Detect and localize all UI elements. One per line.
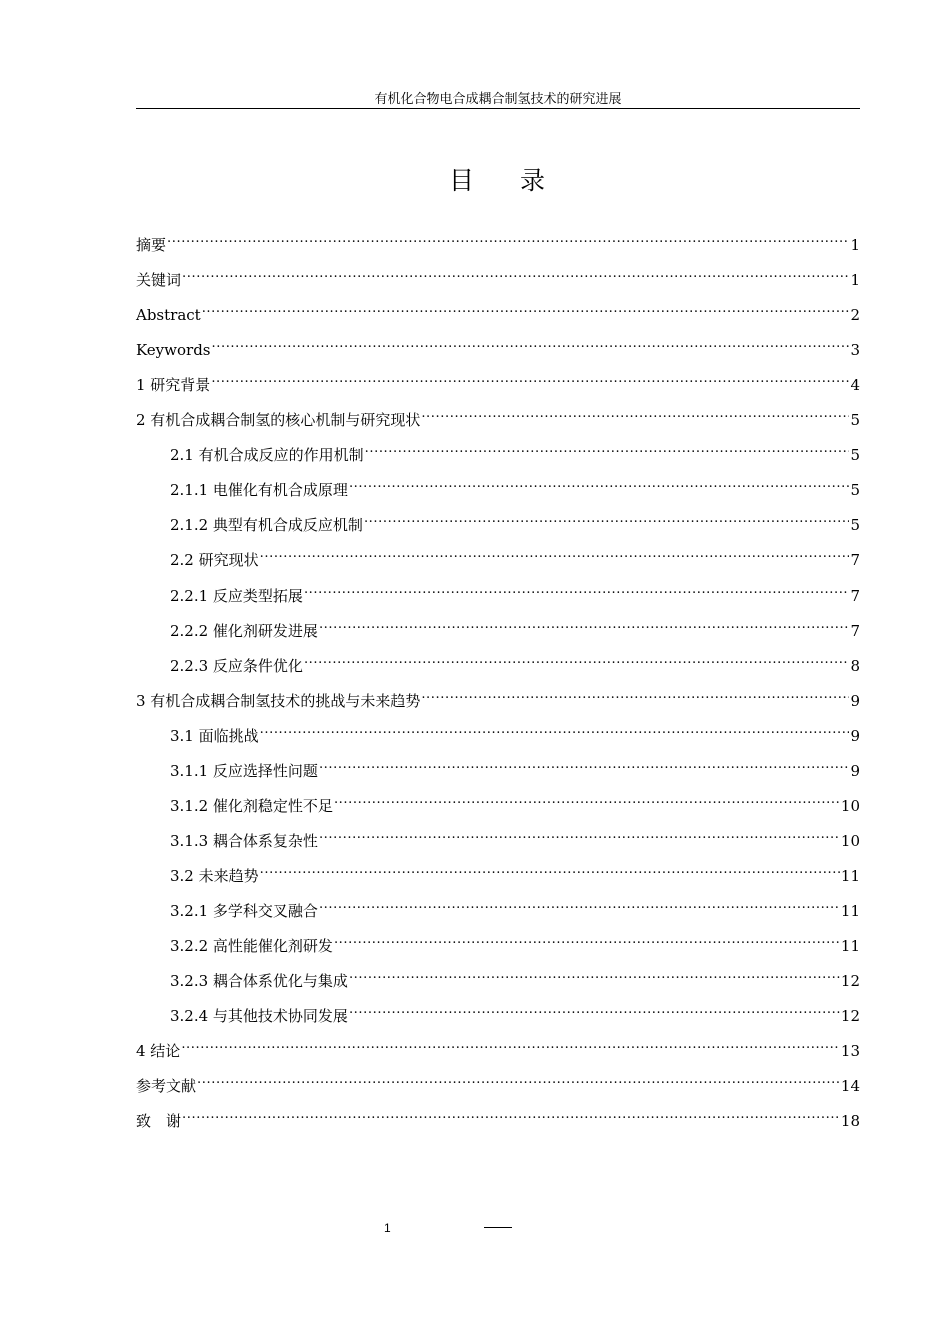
toc-dot-leader bbox=[182, 1104, 840, 1126]
toc-entry-page: 9 bbox=[850, 761, 860, 780]
toc-entry[interactable] bbox=[170, 964, 860, 991]
toc-dot-leader bbox=[211, 368, 849, 390]
toc-entry[interactable] bbox=[170, 789, 860, 815]
toc-entry[interactable] bbox=[136, 228, 860, 254]
toc-entry[interactable] bbox=[170, 754, 860, 780]
toc-entry[interactable] bbox=[170, 543, 860, 570]
toc-dot-leader bbox=[319, 894, 840, 916]
toc-entry[interactable] bbox=[136, 1069, 860, 1096]
toc-entry-page: 18 bbox=[840, 1112, 860, 1131]
toc-entry-label: 4 结论 bbox=[136, 1042, 181, 1061]
toc-entry-label: 参考文献 bbox=[136, 1077, 197, 1096]
toc-entry-page: 5 bbox=[850, 446, 860, 465]
toc-entry-page: 12 bbox=[840, 1007, 860, 1026]
toc-dot-leader bbox=[212, 333, 850, 355]
toc-entry-label: Keywords bbox=[136, 341, 211, 360]
toc-entry-page: 5 bbox=[850, 516, 860, 535]
toc-entry-page: 9 bbox=[850, 691, 860, 710]
toc-entry[interactable] bbox=[170, 929, 860, 955]
toc-entry[interactable] bbox=[136, 263, 860, 290]
toc-entry-label: 3.1.3 耦合体系复杂性 bbox=[170, 831, 318, 850]
toc-title-right: 录 bbox=[520, 166, 548, 195]
toc-entry[interactable] bbox=[136, 684, 860, 710]
toc-dot-leader bbox=[365, 438, 850, 460]
toc-entry-page: 1 bbox=[850, 271, 860, 290]
toc-entry-label: Abstract bbox=[136, 306, 201, 325]
toc-dot-leader bbox=[421, 403, 849, 425]
toc-entry-label: 2.2 研究现状 bbox=[170, 551, 259, 570]
toc-entry[interactable] bbox=[136, 298, 860, 325]
toc-entry-label: 3.2.4 与其他技术协同发展 bbox=[170, 1007, 348, 1026]
toc-dot-leader bbox=[364, 508, 850, 530]
toc-entry-page: 8 bbox=[850, 656, 860, 675]
toc-entry-page: 12 bbox=[840, 972, 860, 991]
toc-entry-page: 1 bbox=[850, 236, 860, 254]
toc-entry[interactable] bbox=[170, 508, 860, 535]
toc-entry-page: 7 bbox=[850, 621, 860, 640]
toc-entry-label: 2.1.2 典型有机合成反应机制 bbox=[170, 516, 363, 535]
toc-dot-leader bbox=[182, 263, 849, 285]
toc-dot-leader bbox=[304, 579, 850, 601]
toc-entry[interactable] bbox=[170, 824, 860, 850]
header-rule bbox=[136, 108, 860, 109]
toc-entry-page: 9 bbox=[850, 726, 860, 745]
toc-entry[interactable] bbox=[136, 403, 860, 430]
toc-title bbox=[0, 166, 950, 196]
toc-entry-label: 3.1.2 催化剂稳定性不足 bbox=[170, 796, 333, 815]
toc-entry-page: 4 bbox=[850, 376, 860, 395]
toc-dot-leader bbox=[304, 649, 850, 671]
toc-entry-label: 3 有机合成耦合制氢技术的挑战与未来趋势 bbox=[136, 691, 421, 710]
toc-entry[interactable] bbox=[136, 368, 860, 395]
running-header: 有机化合物电合成耦合制氢技术的研究进展 bbox=[374, 92, 622, 107]
toc-title-left: 目 bbox=[448, 166, 476, 195]
toc-entry[interactable] bbox=[136, 333, 860, 360]
toc-entry[interactable] bbox=[170, 719, 860, 745]
toc-entry-label: 3.2.1 多学科交叉融合 bbox=[170, 901, 318, 920]
toc-entry-label: 致 谢 bbox=[136, 1112, 182, 1131]
toc-dot-leader bbox=[349, 473, 850, 495]
toc-entry-page: 11 bbox=[840, 866, 860, 885]
toc-entry-page: 5 bbox=[850, 481, 860, 500]
toc-entry[interactable] bbox=[170, 614, 860, 640]
toc-entry-page: 7 bbox=[850, 586, 860, 605]
toc-dot-leader bbox=[197, 1069, 840, 1091]
toc-entry-page: 11 bbox=[840, 937, 860, 955]
toc-entry[interactable] bbox=[170, 579, 860, 605]
toc-entry-page: 10 bbox=[840, 831, 860, 850]
toc-dot-leader bbox=[260, 719, 850, 741]
toc-entry[interactable] bbox=[170, 438, 860, 465]
toc-entry[interactable] bbox=[136, 1034, 860, 1061]
toc-entry-page: 10 bbox=[840, 796, 860, 815]
toc-entry-label: 3.2.2 高性能催化剂研发 bbox=[170, 937, 333, 955]
toc-entry-label: 3.1.1 反应选择性问题 bbox=[170, 761, 318, 780]
toc-entry-page: 13 bbox=[840, 1042, 860, 1061]
toc-entry-page: 11 bbox=[840, 901, 860, 920]
toc-entry-label: 3.1 面临挑战 bbox=[170, 726, 259, 745]
toc-entry-label: 2 有机合成耦合制氢的核心机制与研究现状 bbox=[136, 411, 421, 430]
toc-entry[interactable] bbox=[170, 473, 860, 500]
toc-dot-leader bbox=[421, 684, 849, 706]
toc-entry-page: 7 bbox=[850, 551, 860, 570]
toc-dot-leader bbox=[349, 964, 840, 986]
page-number: 1 bbox=[384, 1221, 391, 1235]
toc-dot-leader bbox=[334, 789, 840, 811]
toc-entry-label: 3.2.3 耦合体系优化与集成 bbox=[170, 972, 348, 991]
toc-dot-leader bbox=[319, 614, 850, 636]
toc-entry[interactable] bbox=[136, 1104, 860, 1131]
toc-entry-label: 2.1.1 电催化有机合成原理 bbox=[170, 481, 348, 500]
toc-entry-label: 2.2.1 反应类型拓展 bbox=[170, 586, 303, 605]
toc-entry-label: 3.2 未来趋势 bbox=[170, 866, 259, 885]
toc-entry-label: 2.2.2 催化剂研发进展 bbox=[170, 621, 318, 640]
toc-dot-leader bbox=[319, 824, 840, 846]
toc-entry-label: 1 研究背景 bbox=[136, 376, 211, 395]
toc-dot-leader bbox=[319, 754, 850, 776]
toc-entry[interactable] bbox=[170, 649, 860, 675]
toc-entry[interactable] bbox=[170, 859, 860, 885]
toc-dot-leader bbox=[202, 298, 850, 320]
toc-entry-label: 2.1 有机合成反应的作用机制 bbox=[170, 446, 364, 465]
footer-dash bbox=[484, 1227, 512, 1228]
toc-dot-leader bbox=[260, 859, 840, 881]
page-footer bbox=[0, 1220, 950, 1240]
toc-entry-page: 3 bbox=[850, 341, 860, 360]
toc-entry-page: 5 bbox=[850, 411, 860, 430]
toc-dot-leader bbox=[167, 228, 849, 250]
toc-dot-leader bbox=[334, 929, 840, 951]
toc-dot-leader bbox=[181, 1034, 840, 1056]
toc-dot-leader bbox=[349, 999, 840, 1021]
toc-dot-leader bbox=[260, 543, 850, 565]
toc-entry-page: 2 bbox=[850, 306, 860, 325]
toc-entry[interactable] bbox=[170, 894, 860, 920]
toc-entry-label: 摘要 bbox=[136, 236, 167, 254]
toc-entry-label: 关键词 bbox=[136, 271, 182, 290]
toc-entry-page: 14 bbox=[840, 1077, 860, 1096]
toc-entry[interactable] bbox=[170, 999, 860, 1026]
toc-entry-label: 2.2.3 反应条件优化 bbox=[170, 656, 303, 675]
